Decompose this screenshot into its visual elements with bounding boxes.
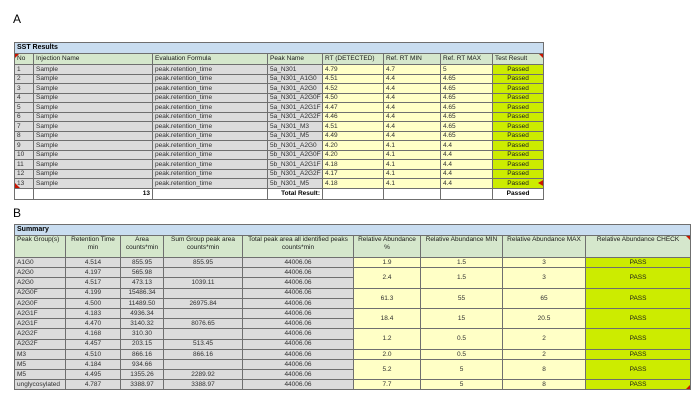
cell-evaluation-formula[interactable]: peak.retention_time — [153, 150, 268, 160]
cell-rel-abundance-max[interactable]: 8 — [503, 359, 586, 379]
cell-rel-abundance-max[interactable]: 3 — [503, 258, 586, 268]
cell-ref-rt-min[interactable]: 4.1 — [384, 179, 441, 189]
cell-peak-name[interactable]: 5a_N301_A2G0 — [268, 84, 323, 94]
column-header-line1: Retention Time — [71, 236, 115, 243]
table-row — [15, 112, 544, 122]
cell-rel-abundance-max[interactable]: 3 — [503, 268, 586, 288]
cell-rt-detected[interactable]: 4.20 — [323, 141, 384, 151]
cell-rel-abundance-min[interactable]: 0.5 — [421, 349, 503, 359]
cell-peak-group[interactable]: A2G0F — [15, 288, 66, 298]
table-row — [15, 65, 544, 75]
column-header-line1: Total peak area all identified peaks — [248, 236, 348, 243]
cell-retention-time[interactable]: 4.168 — [66, 329, 121, 339]
column-header[interactable]: RT (DETECTED) — [323, 54, 384, 65]
cell-sum-group-area[interactable]: 1039.11 — [164, 278, 243, 288]
cell-area[interactable]: 15486.34 — [121, 288, 164, 298]
cell-relative-abundance[interactable]: 2.4 — [354, 268, 421, 288]
cell-total-peak-area[interactable]: 44006.06 — [243, 339, 354, 349]
cell-rel-abundance-max[interactable]: 20.5 — [503, 308, 586, 328]
cell-total-peak-area[interactable]: 44006.06 — [243, 370, 354, 380]
cell-total-peak-area[interactable]: 44006.06 — [243, 268, 354, 278]
cell-test-result[interactable]: Passed — [493, 122, 544, 132]
cell-no[interactable] — [15, 188, 34, 199]
cell-peak-name[interactable]: 5a_N301_A2G2F — [268, 112, 323, 122]
cell-rt-detected[interactable]: 4.49 — [323, 131, 384, 141]
cell-test-result[interactable]: Passed — [493, 112, 544, 122]
cell-sum-group-area[interactable]: 855.95 — [164, 258, 243, 268]
cell-total-peak-area[interactable]: 44006.06 — [243, 258, 354, 268]
cell-retention-time[interactable]: 4.457 — [66, 339, 121, 349]
column-header[interactable]: Peak Name — [268, 54, 323, 65]
cell-peak-group[interactable]: M5 — [15, 359, 66, 369]
cell-peak-group[interactable]: A1G0 — [15, 258, 66, 268]
cell-retention-time[interactable]: 4.184 — [66, 359, 121, 369]
cell-peak-name[interactable]: 5b_N301_A2G0 — [268, 141, 323, 151]
cell-total-peak-area[interactable]: 44006.06 — [243, 278, 354, 288]
cell-test-result[interactable]: Passed — [493, 131, 544, 141]
cell-ref-rt-max[interactable]: 4.65 — [441, 103, 493, 113]
cell-no[interactable]: 7 — [15, 122, 34, 132]
table-row — [15, 54, 544, 65]
cell-retention-time[interactable]: 4.470 — [66, 319, 121, 329]
cell-injection-name[interactable]: Sample — [34, 160, 153, 170]
cell-peak-group[interactable]: M5 — [15, 370, 66, 380]
cell-rel-abundance-max[interactable]: 2 — [503, 349, 586, 359]
cell-area[interactable]: 934.66 — [121, 359, 164, 369]
table-row — [15, 349, 691, 359]
cell-total-peak-area[interactable]: 44006.06 — [243, 359, 354, 369]
cell-area[interactable]: 1355.26 — [121, 370, 164, 380]
cell-peak-group[interactable]: A2G1F — [15, 308, 66, 318]
cell-injection-name[interactable]: Sample — [34, 112, 153, 122]
sst-results-table — [14, 42, 544, 200]
cell-sum-group-area[interactable]: 26975.84 — [164, 298, 243, 308]
cell-injection-name[interactable]: Sample — [34, 74, 153, 84]
cell-injection-name[interactable]: Sample — [34, 169, 153, 179]
cell-peak-group[interactable]: A2G1F — [15, 319, 66, 329]
cell-injection-count[interactable]: 13 — [34, 188, 153, 199]
table-row — [15, 84, 544, 94]
cell-sum-group-area[interactable]: 866.16 — [164, 349, 243, 359]
cell-test-result[interactable]: Passed — [493, 103, 544, 113]
cell-rel-abundance-check[interactable]: PASS — [586, 380, 691, 390]
cell-peak-name[interactable]: 5a_N301_A1G0 — [268, 74, 323, 84]
column-header-line1: Relative Abundance MIN — [425, 236, 498, 243]
cell-area[interactable]: 3140.32 — [121, 319, 164, 329]
cell-rt-detected[interactable] — [323, 188, 384, 199]
cell-test-result[interactable]: Passed — [493, 65, 544, 75]
cell-evaluation-formula[interactable]: peak.retention_time — [153, 112, 268, 122]
cell-sum-group-area[interactable]: 8076.65 — [164, 319, 243, 329]
cell-ref-rt-max[interactable] — [441, 188, 493, 199]
cell-ref-rt-min[interactable]: 4.4 — [384, 112, 441, 122]
table-row — [15, 169, 544, 179]
cell-total-peak-area[interactable]: 44006.06 — [243, 308, 354, 318]
cell-injection-name[interactable]: Sample — [34, 122, 153, 132]
cell-ref-rt-max[interactable]: 4.4 — [441, 169, 493, 179]
cell-no[interactable]: 5 — [15, 103, 34, 113]
cell-relative-abundance[interactable]: 1.2 — [354, 329, 421, 349]
cell-evaluation-formula[interactable]: peak.retention_time — [153, 103, 268, 113]
cell-relative-abundance[interactable]: 7.7 — [354, 380, 421, 390]
cell-sum-group-area[interactable] — [164, 308, 243, 318]
comment-indicator-icon — [15, 183, 20, 188]
cell-peak-name[interactable]: 5b_N301_M5 — [268, 179, 323, 189]
cell-evaluation-formula[interactable]: peak.retention_time — [153, 74, 268, 84]
cell-retention-time[interactable]: 4.517 — [66, 278, 121, 288]
table-row — [15, 236, 691, 258]
column-header-line2: counts*min — [125, 244, 159, 252]
cell-peak-name[interactable]: 5a_N301_A2G1F — [268, 103, 323, 113]
table-row — [15, 74, 544, 84]
cell-relative-abundance[interactable]: 18.4 — [354, 308, 421, 328]
cell-no[interactable]: 2 — [15, 74, 34, 84]
comment-indicator-icon — [539, 54, 543, 58]
table-row — [15, 43, 544, 54]
cell-peak-name[interactable]: 5a_N301 — [268, 65, 323, 75]
cell-relative-abundance[interactable]: 2.0 — [354, 349, 421, 359]
cell-peak-name[interactable]: 5b_N301_A2G2F — [268, 169, 323, 179]
cell-injection-name[interactable]: Sample — [34, 65, 153, 75]
cell-test-result[interactable]: Passed — [493, 84, 544, 94]
column-header-line2: min — [87, 244, 99, 252]
column-header[interactable]: Test Result — [493, 54, 544, 65]
cell-ref-rt-min[interactable]: 4.1 — [384, 141, 441, 151]
cell-injection-name[interactable]: Sample — [34, 84, 153, 94]
cell-evaluation-formula[interactable]: peak.retention_time — [153, 84, 268, 94]
table-row — [15, 258, 691, 268]
summary-table — [14, 224, 691, 390]
cell-ref-rt-min[interactable] — [384, 188, 441, 199]
cell-retention-time[interactable]: 4.197 — [66, 268, 121, 278]
column-header[interactable] — [243, 236, 354, 258]
comment-indicator-icon — [686, 236, 690, 240]
cell-ref-rt-min[interactable]: 4.4 — [384, 93, 441, 103]
cell-ref-rt-max[interactable]: 4.65 — [441, 74, 493, 84]
cell-retention-time[interactable]: 4.500 — [66, 298, 121, 308]
cell-injection-name[interactable]: Sample — [34, 103, 153, 113]
cell-injection-name[interactable]: Sample — [34, 93, 153, 103]
comment-indicator-icon — [15, 54, 19, 58]
cell-area[interactable]: 4936.34 — [121, 308, 164, 318]
table-row — [15, 359, 691, 369]
cell-ref-rt-max[interactable]: 4.4 — [441, 160, 493, 170]
cell-rel-abundance-check[interactable]: PASS — [586, 349, 691, 359]
cell-area[interactable]: 866.16 — [121, 349, 164, 359]
cell-total-peak-area[interactable]: 44006.06 — [243, 288, 354, 298]
table-row — [15, 188, 544, 199]
cell-ref-rt-max[interactable]: 4.4 — [441, 141, 493, 151]
cell-no[interactable]: 11 — [15, 160, 34, 170]
cell-sum-group-area[interactable]: 2289.92 — [164, 370, 243, 380]
cell-ref-rt-min[interactable]: 4.1 — [384, 169, 441, 179]
cell-no[interactable]: 3 — [15, 84, 34, 94]
column-header[interactable]: Ref. RT MIN — [384, 54, 441, 65]
column-header[interactable]: Ref. RT MAX — [441, 54, 493, 65]
cell-rt-detected[interactable]: 4.51 — [323, 74, 384, 84]
cell-rel-abundance-check[interactable]: PASS — [586, 268, 691, 288]
table-row — [15, 288, 691, 298]
cell-sum-group-area[interactable]: 3388.97 — [164, 380, 243, 390]
cell-relative-abundance[interactable]: 5.2 — [354, 359, 421, 379]
column-header[interactable] — [421, 236, 503, 258]
column-header-line1: Relative Abundance — [358, 236, 416, 243]
column-header-line2: counts*min — [281, 244, 315, 252]
cell-rel-abundance-check[interactable]: PASS — [586, 359, 691, 379]
cell-injection-name[interactable]: Sample — [34, 179, 153, 189]
cell-injection-name[interactable]: Sample — [34, 150, 153, 160]
table-row — [15, 150, 544, 160]
cell-injection-name[interactable]: Sample — [34, 131, 153, 141]
cell-rel-abundance-check[interactable]: PASS — [586, 258, 691, 268]
cell-rel-abundance-min[interactable]: 1.5 — [421, 258, 503, 268]
section-label-b: B — [13, 206, 22, 220]
column-header[interactable]: No — [15, 54, 34, 65]
cell-ref-rt-max[interactable]: 4.65 — [441, 112, 493, 122]
cell-rel-abundance-max[interactable]: 8 — [503, 380, 586, 390]
cell-no[interactable]: 6 — [15, 112, 34, 122]
cell-total-peak-area[interactable]: 44006.06 — [243, 319, 354, 329]
cell-peak-group[interactable]: unglycosylated — [15, 380, 66, 390]
cell-area[interactable]: 855.95 — [121, 258, 164, 268]
column-header[interactable] — [354, 236, 421, 258]
column-header-line1: Relative Abundance MAX — [507, 236, 581, 243]
table-row — [15, 380, 691, 390]
cell-total-peak-area[interactable]: 44006.06 — [243, 329, 354, 339]
cell-peak-name[interactable]: 5a_N301_M5 — [268, 131, 323, 141]
sst-title[interactable]: SST Results — [15, 43, 544, 54]
cell-ref-rt-max[interactable]: 4.4 — [441, 150, 493, 160]
cell-peak-name[interactable]: 5b_N301_A2G1F — [268, 160, 323, 170]
cell-relative-abundance[interactable]: 61.3 — [354, 288, 421, 308]
cell-peak-group[interactable]: A2G0 — [15, 278, 66, 288]
cell-rel-abundance-check[interactable]: PASS — [586, 329, 691, 349]
cell-retention-time[interactable]: 4.183 — [66, 308, 121, 318]
cell-sum-group-area[interactable] — [164, 288, 243, 298]
cell-evaluation-formula[interactable]: peak.retention_time — [153, 160, 268, 170]
cell-area[interactable]: 3388.97 — [121, 380, 164, 390]
table-row — [15, 103, 544, 113]
total-result-value[interactable]: Passed — [493, 188, 544, 199]
cell-test-result[interactable]: Passed — [493, 74, 544, 84]
cell-ref-rt-min[interactable]: 4.7 — [384, 65, 441, 75]
cell-retention-time[interactable]: 4.510 — [66, 349, 121, 359]
column-header[interactable]: Evaluation Formula — [153, 54, 268, 65]
cell-peak-group[interactable]: A2G2F — [15, 339, 66, 349]
sst-body — [15, 65, 544, 200]
table-row — [15, 122, 544, 132]
table-row — [15, 225, 691, 236]
column-header[interactable] — [503, 236, 586, 258]
cell-evaluation-formula[interactable]: peak.retention_time — [153, 179, 268, 189]
cell-evaluation-formula[interactable]: peak.retention_time — [153, 93, 268, 103]
summary-head — [15, 225, 691, 258]
cell-area[interactable]: 203.15 — [121, 339, 164, 349]
cell-evaluation-formula[interactable] — [153, 188, 268, 199]
cell-test-result[interactable]: Passed — [493, 169, 544, 179]
cell-total-peak-area[interactable]: 44006.06 — [243, 298, 354, 308]
cell-rel-abundance-min[interactable]: 55 — [421, 288, 503, 308]
cell-rel-abundance-min[interactable]: 1.5 — [421, 268, 503, 288]
cell-retention-time[interactable]: 4.514 — [66, 258, 121, 268]
cell-retention-time[interactable]: 4.787 — [66, 380, 121, 390]
comment-indicator-icon — [538, 179, 544, 187]
column-header-line2: counts*min — [186, 244, 220, 252]
column-header[interactable] — [121, 236, 164, 258]
cell-retention-time[interactable]: 4.495 — [66, 370, 121, 380]
column-header-line1: Peak Group(s) — [17, 236, 60, 243]
cell-sum-group-area[interactable] — [164, 329, 243, 339]
cell-ref-rt-max[interactable]: 4.65 — [441, 122, 493, 132]
table-row — [15, 131, 544, 141]
cell-evaluation-formula[interactable]: peak.retention_time — [153, 141, 268, 151]
cell-no[interactable]: 1 — [15, 65, 34, 75]
cell-ref-rt-max[interactable]: 4.65 — [441, 84, 493, 94]
cell-rt-detected[interactable]: 4.50 — [323, 93, 384, 103]
cell-ref-rt-min[interactable]: 4.1 — [384, 160, 441, 170]
table-row — [15, 160, 544, 170]
cell-test-result[interactable]: Passed — [493, 93, 544, 103]
cell-evaluation-formula[interactable]: peak.retention_time — [153, 122, 268, 132]
cell-no[interactable]: 8 — [15, 131, 34, 141]
cell-test-result[interactable]: Passed — [493, 160, 544, 170]
cell-peak-group[interactable]: A2G0F — [15, 298, 66, 308]
cell-rel-abundance-min[interactable]: 5 — [421, 380, 503, 390]
cell-rel-abundance-check[interactable]: PASS — [586, 308, 691, 328]
column-header[interactable] — [15, 236, 66, 258]
table-row — [15, 268, 691, 278]
cell-peak-name[interactable]: 5a_N301_M3 — [268, 122, 323, 132]
cell-ref-rt-max[interactable]: 4.65 — [441, 93, 493, 103]
cell-no[interactable]: 9 — [15, 141, 34, 151]
cell-rt-detected[interactable]: 4.46 — [323, 112, 384, 122]
column-header-line1: Relative Abundance CHECK — [596, 236, 680, 243]
cell-peak-group[interactable]: A2G0 — [15, 268, 66, 278]
cell-ref-rt-min[interactable]: 4.4 — [384, 122, 441, 132]
cell-peak-group[interactable]: M3 — [15, 349, 66, 359]
cell-sum-group-area[interactable] — [164, 359, 243, 369]
cell-ref-rt-min[interactable]: 4.1 — [384, 150, 441, 160]
cell-sum-group-area[interactable]: 513.45 — [164, 339, 243, 349]
column-header[interactable] — [66, 236, 121, 258]
cell-no[interactable]: 10 — [15, 150, 34, 160]
cell-area[interactable]: 11489.50 — [121, 298, 164, 308]
sst-head — [15, 43, 544, 65]
summary-title[interactable]: Summary — [15, 225, 691, 236]
cell-area[interactable]: 473.13 — [121, 278, 164, 288]
cell-ref-rt-min[interactable]: 4.4 — [384, 84, 441, 94]
cell-ref-rt-min[interactable]: 4.4 — [384, 131, 441, 141]
cell-rt-detected[interactable]: 4.51 — [323, 122, 384, 132]
cell-ref-rt-max[interactable]: 4.65 — [441, 131, 493, 141]
cell-rt-detected[interactable]: 4.20 — [323, 150, 384, 160]
cell-no[interactable]: 12 — [15, 169, 34, 179]
cell-rt-detected[interactable]: 4.18 — [323, 179, 384, 189]
table-row — [15, 179, 544, 189]
cell-ref-rt-min[interactable]: 4.4 — [384, 103, 441, 113]
cell-relative-abundance[interactable]: 1.9 — [354, 258, 421, 268]
cell-rel-abundance-min[interactable]: 15 — [421, 308, 503, 328]
cell-rt-detected[interactable]: 4.52 — [323, 84, 384, 94]
column-header-line1: Area — [135, 236, 149, 243]
cell-injection-name[interactable]: Sample — [34, 141, 153, 151]
cell-evaluation-formula[interactable]: peak.retention_time — [153, 131, 268, 141]
cell-peak-name[interactable]: 5a_N301_A2G0F — [268, 93, 323, 103]
cell-ref-rt-max[interactable]: 5 — [441, 65, 493, 75]
cell-rt-detected[interactable]: 4.17 — [323, 169, 384, 179]
table-row — [15, 93, 544, 103]
cell-no[interactable]: 13 — [15, 179, 34, 189]
column-header[interactable] — [586, 236, 691, 258]
cell-test-result[interactable]: Passed — [493, 141, 544, 151]
table-row — [15, 141, 544, 151]
section-label-a: A — [13, 12, 22, 26]
column-header[interactable]: Injection Name — [34, 54, 153, 65]
cell-rel-abundance-max[interactable]: 2 — [503, 329, 586, 349]
table-row — [15, 308, 691, 318]
total-result-label[interactable]: Total Result: — [268, 188, 323, 199]
cell-rel-abundance-check[interactable]: PASS — [586, 288, 691, 308]
cell-total-peak-area[interactable]: 44006.06 — [243, 349, 354, 359]
summary-body — [15, 258, 691, 390]
table-row — [15, 329, 691, 339]
cell-peak-name[interactable]: 5b_N301_A2G0F — [268, 150, 323, 160]
column-header-line2: % — [384, 244, 390, 252]
cell-no[interactable]: 4 — [15, 93, 34, 103]
cell-ref-rt-max[interactable]: 4.4 — [441, 179, 493, 189]
cell-rt-detected[interactable]: 4.18 — [323, 160, 384, 170]
cell-rt-detected[interactable]: 4.47 — [323, 103, 384, 113]
cell-rt-detected[interactable]: 4.79 — [323, 65, 384, 75]
cell-area[interactable]: 565.98 — [121, 268, 164, 278]
cell-test-result[interactable]: Passed — [493, 179, 544, 189]
cell-peak-group[interactable]: A2G2F — [15, 329, 66, 339]
cell-total-peak-area[interactable]: 44006.06 — [243, 380, 354, 390]
cell-rel-abundance-min[interactable]: 0.5 — [421, 329, 503, 349]
column-header-line1: Sum Group peak area — [171, 236, 235, 243]
cell-ref-rt-min[interactable]: 4.4 — [384, 74, 441, 84]
cell-rel-abundance-min[interactable]: 5 — [421, 359, 503, 379]
cell-test-result[interactable]: Passed — [493, 150, 544, 160]
cell-rel-abundance-max[interactable]: 65 — [503, 288, 586, 308]
comment-indicator-icon — [686, 385, 690, 389]
cell-retention-time[interactable]: 4.199 — [66, 288, 121, 298]
cell-sum-group-area[interactable] — [164, 268, 243, 278]
column-header[interactable] — [164, 236, 243, 258]
cell-evaluation-formula[interactable]: peak.retention_time — [153, 65, 268, 75]
cell-evaluation-formula[interactable]: peak.retention_time — [153, 169, 268, 179]
cell-area[interactable]: 310.30 — [121, 329, 164, 339]
